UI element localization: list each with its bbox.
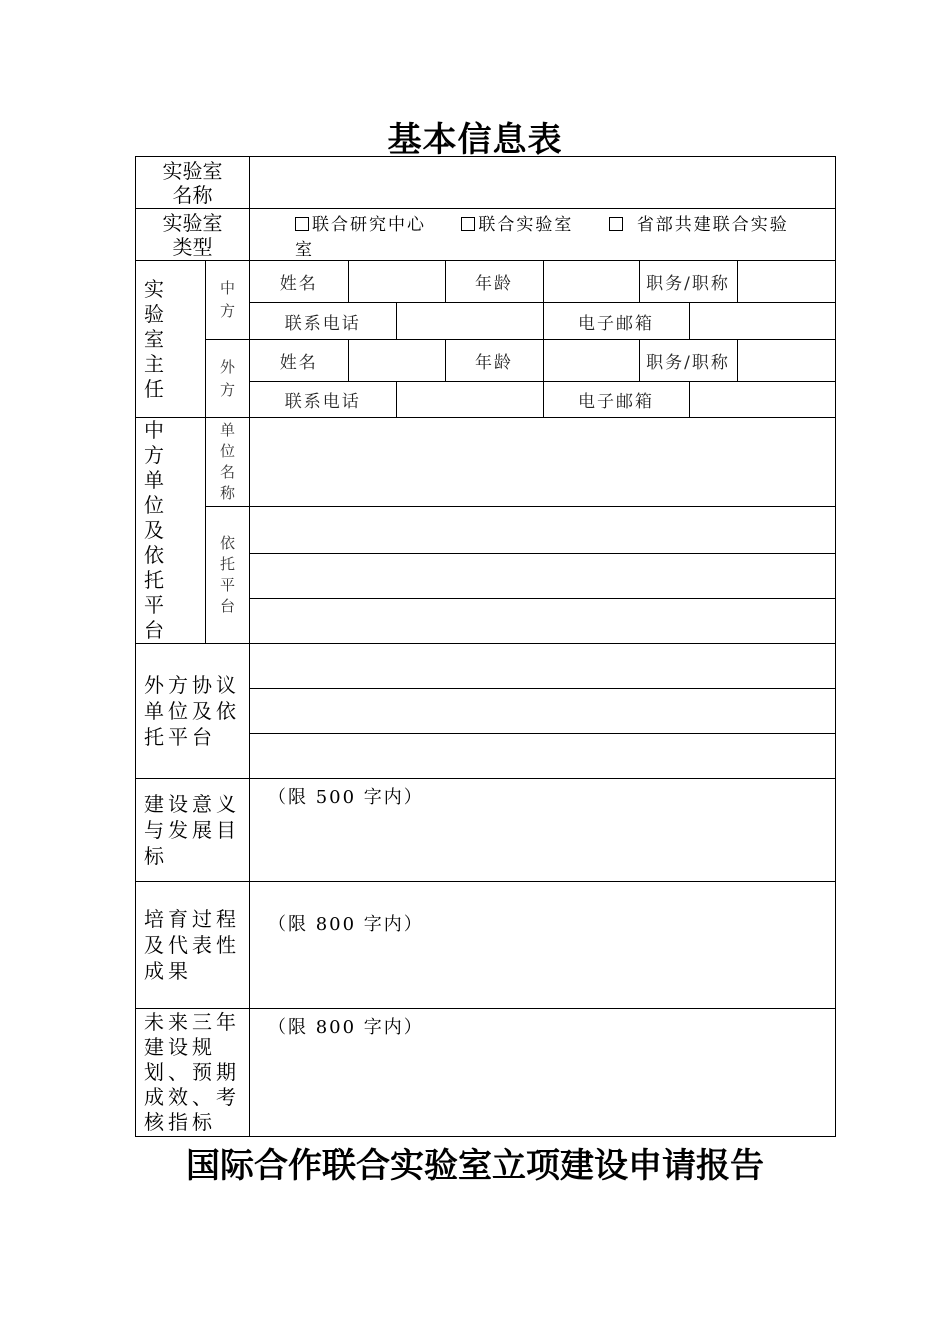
foreign-side-label: 外 方 <box>206 340 250 418</box>
lab-type-options <box>250 209 836 261</box>
process-field[interactable] <box>250 882 836 1009</box>
plan-limit-hint: （限 800 字内） <box>268 1017 424 1038</box>
platform-label: 依 托 平 台 <box>206 507 250 644</box>
fr-name-label: 姓名 <box>250 340 348 381</box>
foreign-unit-label: 外方协议单位及依托平台 <box>136 644 250 779</box>
chinese-side-label: 中 方 <box>206 261 250 340</box>
plan-field[interactable] <box>250 1009 836 1137</box>
plan-label: 未来三年建设规划、预期成效、考核指标 <box>136 1009 250 1137</box>
cn-name-label: 姓名 <box>250 261 348 302</box>
lab-type-option-joint-lab[interactable]: 联合实验室 <box>461 215 573 235</box>
cn-title-field[interactable] <box>737 261 835 302</box>
significance-label: 建设意义与发展目标 <box>136 779 250 882</box>
lab-name-label: 实验室 名称 <box>136 157 250 209</box>
foreign-unit-field-2[interactable] <box>250 689 836 734</box>
checkbox-icon <box>295 217 309 231</box>
fr-email-field[interactable] <box>689 382 835 417</box>
cn-name-field[interactable] <box>348 261 445 302</box>
cn-phone-field[interactable] <box>396 303 543 339</box>
cn-title-label: 职务/职称 <box>639 261 737 302</box>
foreign-unit-field-3[interactable] <box>250 734 836 779</box>
cn-phone-label: 联系电话 <box>250 303 396 339</box>
fr-title-field[interactable] <box>737 340 835 381</box>
fr-age-field[interactable] <box>543 340 639 381</box>
cn-platform-field-2[interactable] <box>250 554 836 599</box>
unit-name-label: 单 位 名 称 <box>206 418 250 507</box>
foreign-unit-field-1[interactable] <box>250 644 836 689</box>
lab-name-field[interactable] <box>250 157 836 209</box>
cn-unit-platform-label: 中 方 单 位 及 依 托 平 台 <box>136 418 206 644</box>
significance-limit-hint: （限 500 字内） <box>268 787 424 808</box>
lab-type-option-research-center[interactable]: 联合研究中心 <box>295 215 426 235</box>
basic-info-table <box>135 156 836 1137</box>
checkbox-icon <box>461 217 475 231</box>
fr-phone-field[interactable] <box>396 382 543 417</box>
lab-type-option-co-built-lab[interactable]: 省部共建联合实验室 <box>295 214 789 260</box>
fr-title-label: 职务/职称 <box>639 340 737 381</box>
cn-platform-field-1[interactable] <box>250 507 836 554</box>
page-title: 基本信息表 <box>387 120 563 160</box>
cn-platform-field-3[interactable] <box>250 599 836 644</box>
fr-name-field[interactable] <box>348 340 445 381</box>
cn-age-field[interactable] <box>543 261 639 302</box>
significance-field[interactable] <box>250 779 836 882</box>
process-label: 培育过程及代表性成果 <box>136 882 250 1009</box>
process-limit-hint: （限 800 字内） <box>268 914 424 935</box>
report-title: 国际合作联合实验室立项建设申请报告 <box>186 1146 764 1186</box>
fr-age-label: 年龄 <box>445 340 543 381</box>
cn-unit-name-field[interactable] <box>250 418 836 507</box>
cn-email-field[interactable] <box>689 303 835 339</box>
cn-email-label: 电子邮箱 <box>543 303 689 339</box>
cn-age-label: 年龄 <box>445 261 543 302</box>
fr-email-label: 电子邮箱 <box>543 382 689 417</box>
fr-phone-label: 联系电话 <box>250 382 396 417</box>
lab-type-label: 实验室 类型 <box>136 209 250 261</box>
checkbox-icon <box>609 217 623 231</box>
director-label: 实 验 室 主 任 <box>136 261 206 418</box>
